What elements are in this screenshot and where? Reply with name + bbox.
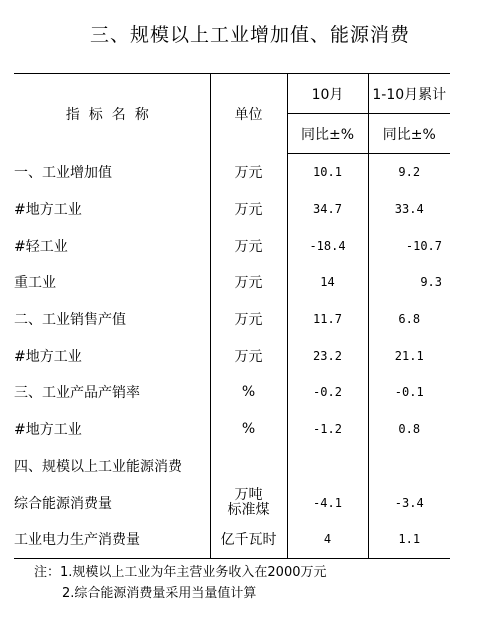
row-month-yoy: 10.1 — [287, 154, 368, 191]
row-name: 四、规模以上工业能源消费 — [14, 448, 210, 485]
footnote-1: 注：1.规模以上工业为年主营业务收入在2000万元 — [34, 565, 327, 580]
row-cumulative-yoy: -10.7 — [405, 238, 442, 253]
row-unit — [210, 484, 287, 521]
row-unit — [210, 448, 287, 485]
row-cumulative-yoy — [368, 448, 450, 485]
row-unit: 万元 — [210, 154, 287, 191]
row-cumulative-yoy: 1.1 — [368, 521, 450, 558]
row-unit: 万元 — [210, 301, 287, 338]
table-row — [14, 264, 450, 301]
row-month-yoy: -0.2 — [287, 374, 368, 411]
row-name: 一、工业增加值 — [14, 154, 210, 191]
row-name: 重工业 — [14, 264, 210, 301]
row-cumulative-yoy: 6.8 — [398, 312, 421, 327]
footnotes — [34, 562, 327, 604]
row-cumulative-yoy: -3.4 — [394, 495, 424, 510]
row-cumulative-yoy: 9.3 — [420, 275, 442, 290]
row-month-yoy: -18.4 — [287, 227, 368, 264]
row-month-yoy — [287, 448, 368, 485]
row-name: 综合能源消费量 — [14, 484, 210, 521]
table-row — [14, 484, 450, 521]
page-title: 三、规模以上工业增加值、能源消费 — [89, 24, 410, 46]
row-name: #地方工业 — [14, 337, 210, 374]
row-cumulative-yoy: -0.1 — [394, 385, 424, 400]
row-unit: % — [210, 374, 287, 411]
row-name: 二、工业销售产值 — [14, 301, 210, 338]
table-row — [14, 227, 450, 264]
header-yoy-cumulative: 同比±% — [368, 114, 450, 154]
row-cumulative-yoy: 0.8 — [398, 422, 421, 437]
row-cumulative-yoy: 9.2 — [398, 165, 421, 180]
row-cumulative-yoy: 33.4 — [394, 202, 424, 217]
header-yoy-month: 同比±% — [287, 114, 368, 154]
row-month-yoy: 34.7 — [287, 191, 368, 228]
row-unit-line: 标准煤 — [227, 501, 270, 518]
table-row — [14, 154, 450, 191]
row-month-yoy: 23.2 — [287, 337, 368, 374]
row-unit: % — [210, 411, 287, 448]
row-unit: 万元 — [210, 191, 287, 228]
row-unit: 万元 — [210, 337, 287, 374]
statistics-table — [14, 73, 450, 559]
row-name: 三、工业产品产销率 — [14, 374, 210, 411]
row-unit: 万元 — [210, 264, 287, 301]
header-unit: 单位 — [210, 74, 287, 154]
row-month-yoy: 11.7 — [287, 301, 368, 338]
row-cumulative-yoy: 21.1 — [394, 348, 424, 363]
table-row — [14, 521, 450, 558]
table-row — [14, 411, 450, 448]
row-unit: 亿千瓦时 — [210, 521, 287, 558]
row-name: #地方工业 — [14, 191, 210, 228]
table-row — [14, 191, 450, 228]
table-row — [14, 448, 450, 485]
table-row — [14, 337, 450, 374]
row-unit-line: 万吨 — [234, 486, 263, 503]
table-row — [14, 301, 450, 338]
row-name: #轻工业 — [14, 227, 210, 264]
row-name: 工业电力生产消费量 — [14, 521, 210, 558]
row-month-yoy: 14 — [287, 264, 368, 301]
row-month-yoy: -1.2 — [287, 411, 368, 448]
header-month: 10月 — [287, 74, 368, 114]
row-unit: 万元 — [210, 227, 287, 264]
table-row — [14, 374, 450, 411]
row-month-yoy: -4.1 — [287, 484, 368, 521]
row-name: #地方工业 — [14, 411, 210, 448]
footnote-2: 2.综合能源消费量采用当量值计算 — [62, 586, 257, 601]
header-cumulative: 1-10月累计 — [368, 74, 450, 114]
header-indicator-name: 指标名称 — [14, 74, 210, 154]
row-month-yoy: 4 — [287, 521, 368, 558]
